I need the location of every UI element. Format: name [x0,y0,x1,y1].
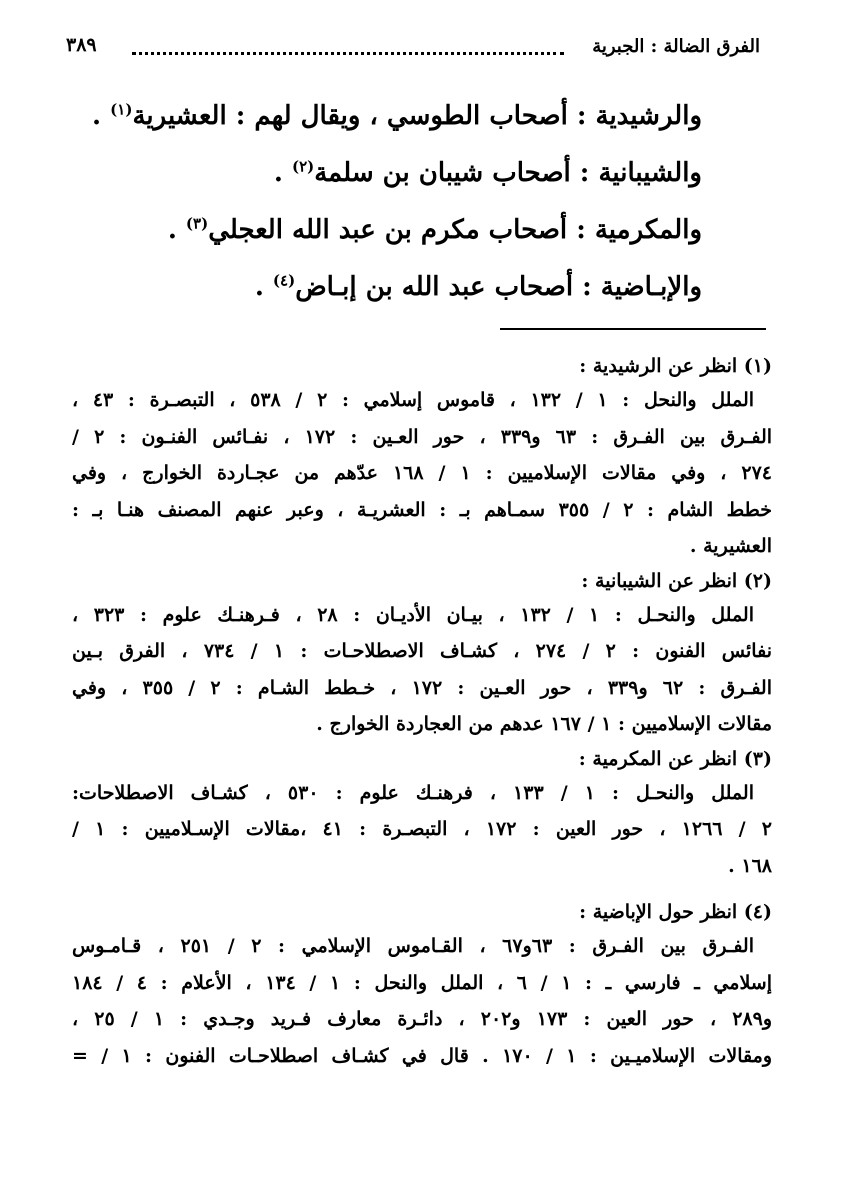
footnote-spacer [72,884,772,896]
footnote-line: و٢٨٩ ، حور العين : ١٧٣ و٢٠٢ ، دائـرة معارف فـريد وجـدي : ١ / ٢٥ ، [72,1008,772,1030]
footnote-line: الملل والنحـل : ١ / ١٣٢ ، بيـان الأديـان : ٢٨ ، فـرهنـك علوم : ٣٢٣ ، [72,603,754,626]
footnote-ref: (٣) [185,214,209,233]
footnote-line: الفـرق : ٦٢ و٣٣٩ ، حور العـين : ١٧٢ ، خـطط الشـام : ٢ / ٣٥٥ ، وفي [72,676,772,699]
footnote-title: (٤) انظر حول الإباضية : [579,901,772,923]
footnote-separator [500,328,766,330]
footnote-line: ١٦٨ . [728,854,772,877]
main-line: والرشيدية : أصحاب الطوسي ، ويقال لهم : العشيرية$^{(١)}$ . [92,100,702,131]
footnote-line: ومقالات الإسلاميـين : ١ / ١٧٠ . قال في كشـاف اصطلاحـات الفنون : ١ / = [72,1044,772,1067]
footnote-line: إسلامي ـ فارسي ـ : ١ / ٦ ، الملل والنحل : ١ / ١٣٤ ، الأعلام : ٤ / ١٨٤ [72,971,772,994]
footnote-ref: (١) [110,100,133,119]
footnote-line: نفائس الفنون : ٢ / ٢٧٤ ، كشـاف الاصطلاحـات : ١ / ٧٣٤ ، الفرق بـين [72,640,772,662]
footnote-2 [72,565,772,743]
main-text [62,88,702,316]
footnote-3 [72,743,772,885]
header-dot-leader [132,52,564,55]
main-line: والشيبانية : أصحاب شيبان بن سلمة$^{(٢)}$ . [273,157,702,188]
footnote-line: الفـرق بين الفـرق : ٦٣ و٣٣٩ ، حور العـين : ١٧٢ ، نفـائس الفنـون : ٢ / [72,425,772,448]
footnotes [72,350,772,1074]
footnote-1 [72,350,772,565]
footnote-ref: (٢) [291,157,315,176]
footnote-line: العشيرية . [689,535,772,557]
footnote-title: (٢) انظر عن الشيبانية : [581,569,772,592]
footnote-ref: (٤) [272,271,296,290]
main-line: والمكرمية : أصحاب مكرم بن عبد الله العجلي$^{(٣)}$ . [167,214,702,245]
footnote-line: ٢ / ١٢٦٦ ، حور العين : ١٧٢ ، التبصـرة : ٤١ ،مقالات الإسـلاميين : ١ / [72,818,772,840]
footnote-line: ٢٧٤ ، وفي مقالات الإسلاميين : ١ / ١٦٨ عدّهم من عجـاردة الخوارج ، وفي [72,462,772,484]
footnote-line: خطط الشام : ٢ / ٣٥٥ سمـاهم بـ : العشريـة ، وعبر عنهم المصنف هنـا بـ : [72,498,772,521]
footnote-title: (٣) انظر عن المكرمية : [578,747,772,770]
footnote-line: الملل والنحـل : ١ / ١٣٣ ، فرهنـك علوم : ٥٣٠ ، كشـاف الاصطلاحات: [72,781,754,804]
footnote-line: مقالات الإسلاميين : ١ / ١٦٧ عدهم من العجاردة الخوارج . [316,713,772,735]
footnote-line: الفـرق بين الفـرق : ٦٣و٦٧ ، القـاموس الإسلامي : ٢ / ٢٥١ ، قـامـوس [72,935,754,957]
running-title: الفرق الضالة : الجبرية [592,36,760,57]
footnote-4 [72,896,772,1074]
page-number: ٣٨٩ [66,34,97,56]
footnote-line: الملل والنحل : ١ / ١٣٢ ، قاموس إسلامي : ٢ / ٥٣٨ ، التبصـرة : ٤٣ ، [72,389,755,411]
footnote-title: (١) انظر عن الرشيدية : [579,355,772,377]
main-line: والإبـاضية : أصحاب عبد الله بن إبـاض$^{(٤)}$ . [254,271,702,302]
